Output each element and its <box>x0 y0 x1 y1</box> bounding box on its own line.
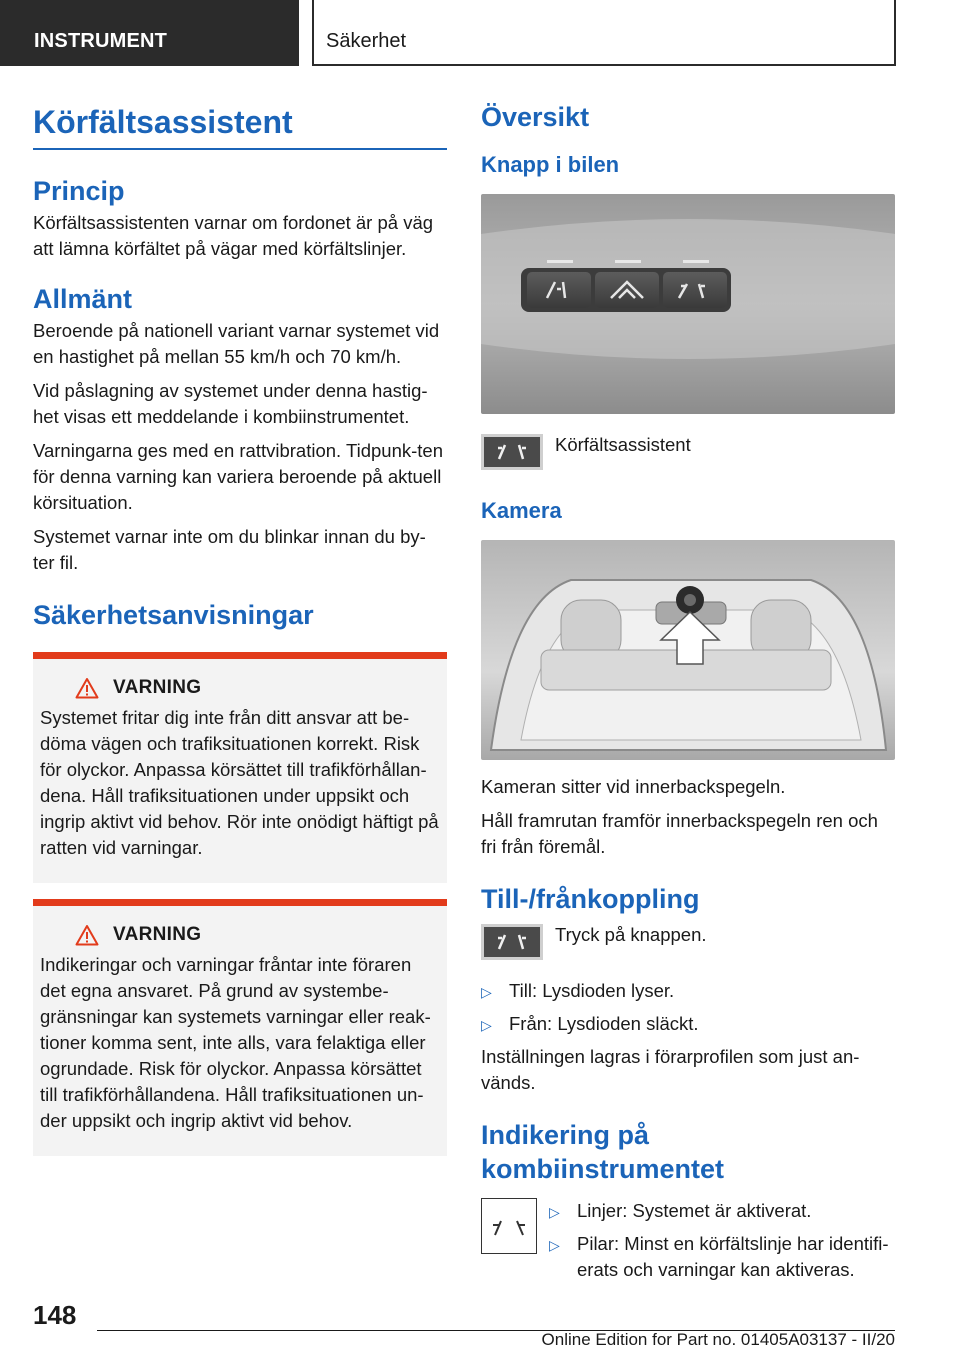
lane-assist-button-icon <box>481 434 543 470</box>
bullet-triangle-icon: ▷ <box>549 1237 560 1253</box>
heading-general: Allmänt <box>33 284 133 314</box>
heading-button: Knapp i bilen <box>481 152 620 177</box>
footer-edition: Online Edition for Part no. 01405A03137 - II/20 <box>541 1330 895 1349</box>
camera-paragraph: Håll framrutan framför innerbackspegeln ren och fri från föremål. <box>481 810 878 857</box>
list-item: ▷ Till: Lysdioden lyser. <box>481 978 895 1005</box>
heading-toggle: Till-/frånkoppling <box>481 884 700 914</box>
warning-text: Indikeringar och varningar fråntar inte föraren det egna ansvaret. På grund av systembe-gränsningar kan systemets varningar eller reak-tioner komma sent, inte alls, vara felaktiga eller ogrundade. Risk för olyckor. Anpassa körsättet till trafikförhållandena. Håll trafiksituationen un-der uppsikt och ingrip aktivt vid behov. <box>40 954 431 1131</box>
lane-assist-label: Körfältsassistent <box>555 434 691 455</box>
display-bullets <box>549 1198 895 1289</box>
warning-triangle-icon <box>75 924 99 946</box>
lane-assist-button-icon <box>481 924 543 960</box>
page-number: 148 <box>33 1300 77 1330</box>
button-legend <box>481 434 895 470</box>
bullet-triangle-icon: ▷ <box>481 984 492 1000</box>
toggle-instruction: Tryck på knappen. <box>555 924 707 945</box>
heading-principle: Princip <box>33 176 125 206</box>
chapter-tab: INSTRUMENT <box>0 0 299 66</box>
button-panel-photo <box>481 194 895 414</box>
list-item: ▷ Linjer: Systemet är aktiverat. <box>549 1198 895 1225</box>
display-row <box>481 1198 895 1289</box>
toggle-instruction-row <box>481 924 895 960</box>
general-paragraph: Vid påslagning av systemet under denna hastig-het visas ett meddelande i kombiinstrumentet. <box>33 380 428 427</box>
heading-camera: Kamera <box>481 498 562 523</box>
warning-box <box>33 899 447 1156</box>
page-title: Körfältsassistent <box>33 100 447 150</box>
list-item: ▷ Från: Lysdioden släckt. <box>481 1011 895 1038</box>
section-tab: Säkerhet <box>312 0 896 66</box>
list-item: ▷ Pilar: Minst en körfältslinje har identifi-erats och varningar kan aktiveras. <box>549 1231 895 1283</box>
bullet-triangle-icon: ▷ <box>549 1204 560 1220</box>
camera-photo <box>481 540 895 760</box>
toggle-note: Inställningen lagras i förarprofilen som just an-vänds. <box>481 1046 860 1093</box>
heading-overview: Översikt <box>481 102 590 132</box>
heading-safety: Säkerhetsanvisningar <box>33 600 314 630</box>
general-paragraph: Beroende på nationell variant varnar systemet vid en hastighet på mellan 55 km/h och 70 km/h. <box>33 320 440 367</box>
cluster-lane-icon <box>481 1198 537 1254</box>
heading-display: Indikering på kombiinstrumentet <box>481 1120 725 1184</box>
general-paragraph: Systemet varnar inte om du blinkar innan du by-ter fil. <box>33 526 426 573</box>
bullet-triangle-icon: ▷ <box>481 1017 492 1033</box>
left-column <box>33 100 447 1156</box>
principle-text: Körfältsassistenten varnar om fordonet är på väg att lämna körfältet på vägar med körfältslinjer. <box>33 212 434 259</box>
warning-title: VARNING <box>113 924 202 945</box>
toggle-bullets <box>481 978 895 1038</box>
warning-triangle-icon <box>75 677 99 699</box>
right-column <box>481 100 895 1289</box>
warning-title: VARNING <box>113 677 202 698</box>
page-header <box>0 0 960 66</box>
warning-text: Systemet fritar dig inte från ditt ansvar att be-döma vägen och trafiksituationen korrekt. Risk för olyckor. Anpassa körsättet till trafikförhållan-dena. Håll trafiksituationen under uppsikt och ingrip aktivt vid behov. Rör inte onödigt häftigt på ratten vid varningar. <box>40 707 439 858</box>
warning-box <box>33 652 447 883</box>
general-paragraph: Varningarna ges med en rattvibration. Tidpunk-ten för denna varning kan variera beroende på aktuell körsituation. <box>33 440 443 513</box>
camera-paragraph: Kameran sitter vid innerbackspegeln. <box>481 776 786 797</box>
